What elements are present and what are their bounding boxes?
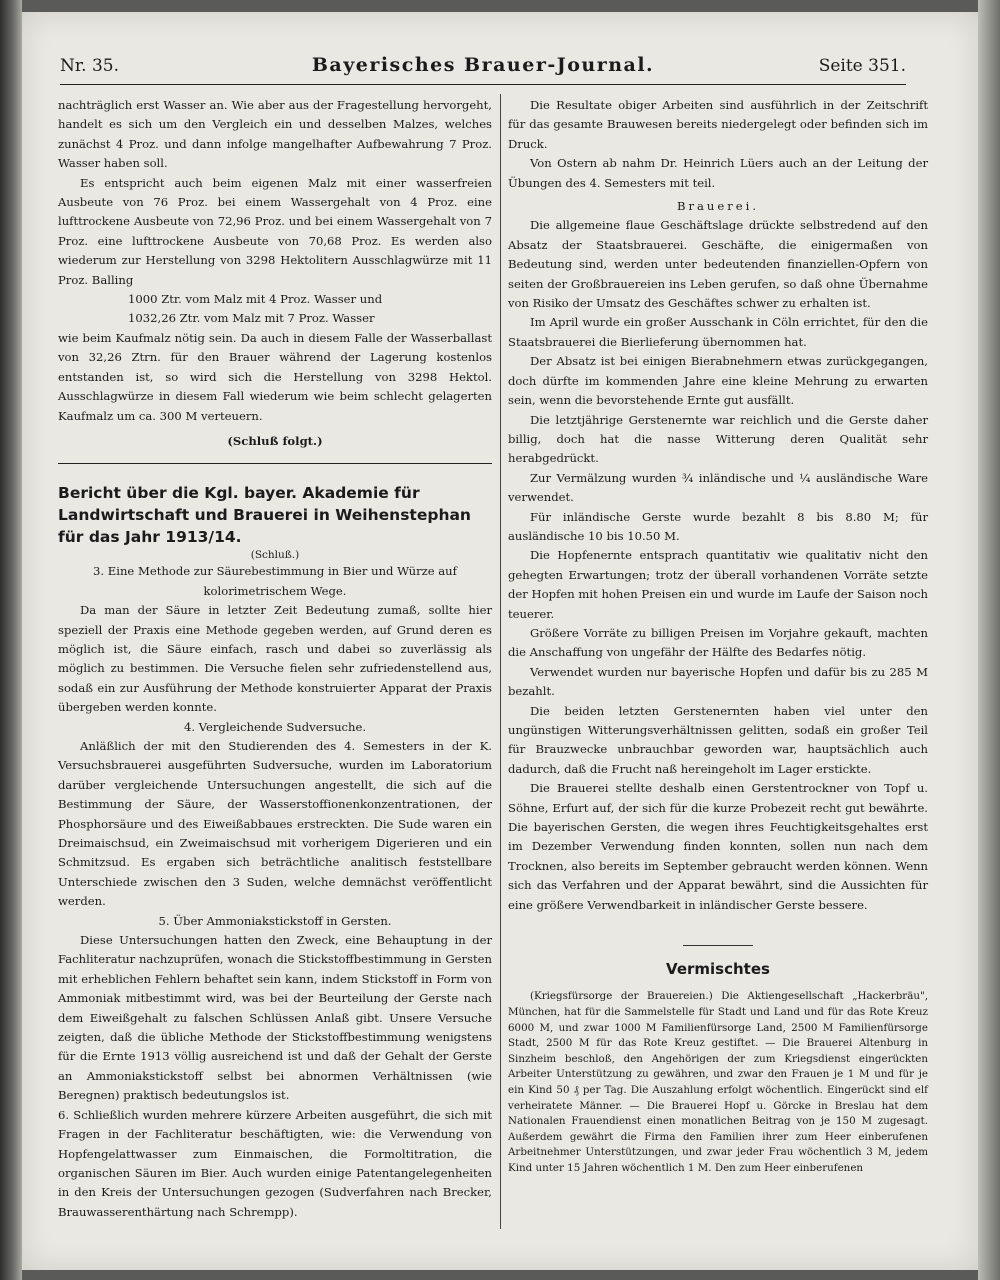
right-paragraph-2: Von Ostern ab nahm Dr. Heinrich Lüers auch an der Leitung der Übungen des 4. Semesters mit teil. [508,156,928,190]
page-number: Seite 351. [818,56,906,76]
journal-page [22,12,978,1270]
book-spine [0,0,22,1280]
section-4-heading: 4. Vergleichende Sudversuche. [183,719,367,734]
misc-text: (Kriegsfürsorge der Brauereien.) Die Aktiengesellschaft „Hackerbräu", München, hat für die Sammelstelle für Stadt und Land und für das Rote Kreuz 6000 M, und zwar 1000 M Familienfürsorge Land, 2500 M Familienfürsorge Stadt, 2500 M für das Rote Kreuz gestiftet. — Die Brauerei Altenburg in Sinzheim beschloß, den Angehörigen der zum Kriegsdienst eingerückten Arbeiter Unterstützung zu gewähren, und zwar den Frauen je 1 M und für je ein Kind 50 ₰ per Tag. Die Auszahlung erfolgt wöchentlich. Eingerückt sind elf verheiratete Männer. — Die Brauerei Hopf u. Görcke in Breslau hat dem Nationalen Frauendienst einen monatlichen Beitrag von je 150 M zugesagt. Außerdem gewährt die Firma den Familien ihrer zum Heer einberufenen Arbeitnehmer Unterstützungen, und zwar jeder Frau wöchentlich 3 M, jedem Kind unter 15 Jahren wöchentlich 1 M. Den zum Heer einberufenen [508,990,928,1174]
right-paragraph-8: Für inländische Gerste wurde bezahlt 8 bis 8.80 M; für ausländische 10 bis 10.50 M. [508,509,928,543]
section-5-text: Diese Untersuchungen hatten den Zweck, eine Behauptung in der Fachliteratur nachzuprüfen, wonach die Stickstoffbestimmung in Gersten mit erheblichen Fehlern behaftet sein kann, indem Stickstoff in Form von Ammoniak mitbestimmt wird, was bei der Beurteilung der Gerste nach dem Eiweißgehalt zu falschen Schlüssen Anlaß gibt. Unsere Versuche zeigten, daß die übliche Methode der Stickstoffbestimmung wenigstens für die Ernte 1913 völlig ausreichend ist und daß der Gehalt der Gerste an Ammoniakstickstoff selbst bei abnormen Verhältnissen (wie Beregnen) praktisch bedeutungslos ist. [58,933,492,1103]
page-edge-shadow [978,0,1000,1280]
section-6-text: 6. Schließlich wurden mehrere kürzere Arbeiten ausgeführt, die sich mit Fragen in der Fachliteratur beschäftigten, wie: die Verwendung von Hopfengelattwasser zum Einmaischen, die Formoltitration, die organischen Säuren im Bier. Auch wurden einige Patentangelegenheiten in den Kreis der Untersuchungen gezogen (Sudverfahren nach Brecker, Brauwasserenthärtung nach Schrempp). [58,1107,492,1219]
section-4-text: Anläßlich der mit den Studierenden des 4. Semesters in der K. Versuchsbrauerei ausgeführten Sudversuche, wurden im Laboratorium darüber vergleichende Untersuchungen angestellt, die sich auf die Bestimmung der Säure, der Wasserstoffionenkonzentrationen, der Phosphorsäure und des Eiweißabbaues erstreckten. Die Sude waren ein Dreimaischsud, ein Zweimaischsud mit vorherigem Digerieren und ein Schmitzsud. Es ergaben sich beträchtliche analitisch feststellbare Unterschiede zwischen den 3 Suden, welche demnächst veröffentlicht werden. [58,738,492,909]
journal-title: Bayerisches Brauer-Journal. [311,54,655,76]
article-title: Bericht über die Kgl. bayer. Akademie für Landwirtschaft und Brauerei in Weihenstephan für das Jahr 1913/14. [58,484,471,547]
misc-heading: Vermischtes [666,960,770,979]
article-subtitle: (Schluß.) [250,549,300,562]
left-paragraph-3: wie beim Kaufmalz nötig sein. Da auch in diesem Falle der Wasserballast von 32,26 Ztrn. für den Brauer während der Lagerung kostenlos entstanden ist, so wird sich die Herstellung von 3298 Hektol. Ausschlagwürze in diesem Fall wiederum wie beim schlecht gelagerten Kaufmalz um ca. 300 M verteuern. [58,330,492,423]
right-paragraph-12: Die beiden letzten Gerstenernten haben viel unter den ungünstigen Witterungsverhältnissen gelitten, sodaß ein großer Teil für Brauzwecke unbrauchbar geworden war, hauptsächlich auch dadurch, daß die Frucht naß hereingeholt im Lager erstickte. [508,703,928,776]
section-5-heading: 5. Über Ammoniakstickstoff in Gersten. [158,913,392,928]
to-be-continued: (Schluß folgt.) [227,433,323,448]
page-header [60,52,906,85]
brauerei-heading: Brauerei. [676,199,760,214]
right-paragraph-9: Die Hopfenernte entsprach quantitativ wie qualitativ nicht den gehegten Erwartungen; trotz der überall vorhandenen Vorräte setzte der Hopfen mit hohen Preisen ein und wurde im Laufe der Saison noch teuerer. [508,548,928,621]
formula-line-1: 1000 Ztr. vom Malz mit 4 Proz. Wasser und [128,292,383,307]
left-column [58,96,492,1222]
issue-number: Nr. 35. [60,56,119,76]
right-column [508,96,928,1177]
right-paragraph-10: Größere Vorräte zu billigen Preisen im Vorjahre gekauft, machten die Anschaffung von ungefähr der Hälfte des Bedarfes nötig. [508,625,928,660]
left-paragraph-2: Es entspricht auch beim eigenen Malz mit einer wasserfreien Ausbeute von 76 Proz. bei einem Wassergehalt von 4 Proz. eine lufttrockene Ausbeute von 72,96 Proz. und bei einem Wassergehalt von 7 Proz. eine lufttrockene Ausbeute von 70,68 Proz. Es werden also wiederum zur Herstellung von 3298 Hektolitern Ausschlagwürze mit 11 Proz. Balling [58,175,492,287]
right-paragraph-5: Der Absatz ist bei einigen Bierabnehmern etwas zurückgegangen, doch dürfte im kommenden Jahre eine kleine Mehrung zu erwarten sein, wenn die bevorstehende Ernte gut ausfällt. [508,354,928,408]
section-3-text: Da man der Säure in letzter Zeit Bedeutung zumaß, sollte hier speziell der Praxis eine Methode gegeben werden, auf Grund deren es möglich ist, die Säure einfach, rasch und dabei so zuverlässig als möglich zu bestimmen. Die Versuche fielen sehr zufriedenstellend aus, sodaß ein zur Ausführung der Methode konstruierter Apparat der Praxis übergeben werden konnte. [58,603,492,715]
section-separator [58,463,492,464]
right-paragraph-7: Zur Vermälzung wurden ¾ inländische und ¼ ausländische Ware verwendet. [508,470,928,505]
column-divider [500,94,501,1229]
left-paragraph-1: nachträglich erst Wasser an. Wie aber aus der Fragestellung hervorgeht, handelt es sich um den Vergleich ein und desselben Malzes, welches zunächst 4 Proz. und dann infolge mangelhafter Aufbewahrung 7 Proz. Wasser haben soll. [58,98,492,171]
right-paragraph-3: Die allgemeine flaue Geschäftslage drückte selbstredend auf den Absatz der Staatsbrauerei. Geschäfte, die einigermaßen von Bedeutung sind, werden unter bedeutenden finanziellen-Opfern von seiten der Großbrauereien ins Leben gerufen, so daß ohne Übernahme von Risiko der Umsatz des Geschäftes schwer zu erhalten ist. [508,218,928,311]
right-paragraph-1: Die Resultate obiger Arbeiten sind ausführlich in der Zeitschrift für das gesamte Brauwesen bereits niedergelegt oder befinden sich im Druck. [508,98,928,151]
right-paragraph-6: Die letztjährige Gerstenernte war reichlich und die Gerste daher billig, doch hat die nasse Witterung deren Qualität sehr herabgedrückt. [508,412,928,466]
right-paragraph-13: Die Brauerei stellte deshalb einen Gerstentrockner von Topf u. Söhne, Erfurt auf, der sich für die kurze Probezeit recht gut bewährte. Die bayerischen Gersten, die wegen ihres Feuchtigkeitsgehaltes erst im Dezember Verwendung finden konnten, sollen nun nach dem Trocknen, also bereits im September gebraucht werden können. Wenn sich das Verfahren und der Apparat bewährt, sind die Aussichten für eine größere Verwendbarkeit in inländischer Gerste bessere. [508,781,928,912]
short-rule [683,945,753,946]
right-paragraph-4: Im April wurde ein großer Ausschank in Cöln errichtet, für den die Staatsbrauerei die Bierlieferung übernommen hat. [508,315,928,349]
formula-line-2: 1032,26 Ztr. vom Malz mit 7 Proz. Wasser [128,311,375,326]
right-paragraph-11: Verwendet wurden nur bayerische Hopfen und dafür bis zu 285 M bezahlt. [508,664,928,699]
section-3-heading: 3. Eine Methode zur Säurebestimmung in Bier und Würze auf kolorimetrischem Wege. [93,564,457,598]
